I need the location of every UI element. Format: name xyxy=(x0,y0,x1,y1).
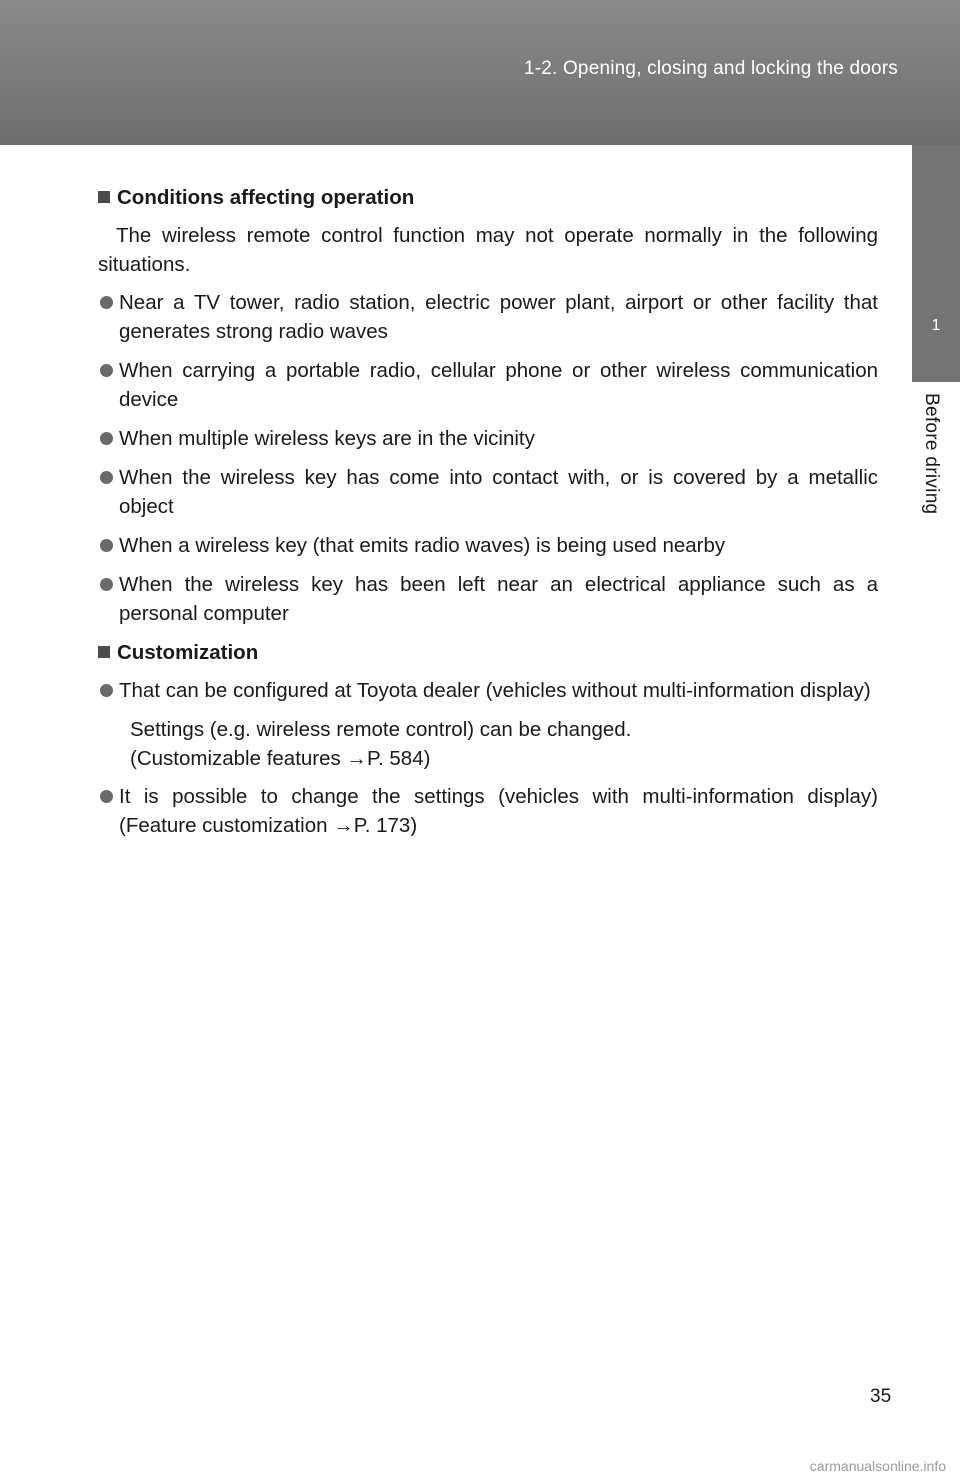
list-item-text: When the wireless key has come into contact with, or is covered by a metallic object xyxy=(119,466,878,518)
chapter-label: Before driving xyxy=(921,393,942,515)
list-item xyxy=(98,424,878,453)
settings-note xyxy=(130,715,878,773)
list-item xyxy=(98,676,878,705)
list-item-text: When carrying a portable radio, cellular phone or other wireless communication device xyxy=(119,359,878,411)
list-item-text: When a wireless key (that emits radio waves) is being used nearby xyxy=(119,534,726,557)
page-content xyxy=(98,183,878,850)
list-item-text: When multiple wireless keys are in the vicinity xyxy=(119,427,535,450)
round-bullet-icon xyxy=(100,539,113,552)
round-bullet-icon xyxy=(100,471,113,484)
list-item xyxy=(98,356,878,414)
heading-text: Conditions affecting operation xyxy=(117,186,415,209)
page-header xyxy=(0,0,960,145)
round-bullet-icon xyxy=(100,364,113,377)
round-bullet-icon xyxy=(100,790,113,803)
section-heading xyxy=(98,183,878,212)
round-bullet-icon xyxy=(100,684,113,697)
section-heading xyxy=(98,638,878,667)
settings-note-line: Settings (e.g. wireless remote control) can be changed. xyxy=(130,718,632,741)
list-item-text: That can be configured at Toyota dealer (vehicles without multi-information display) xyxy=(119,679,871,702)
list-item xyxy=(98,570,878,628)
cross-reference: (Customizable features →P. 584) xyxy=(130,747,431,770)
heading-text: Customization xyxy=(117,641,259,664)
section-title: 1-2. Opening, closing and locking the doors xyxy=(523,58,898,79)
list-item-text: When the wireless key has been left near an electrical appliance such as a personal computer xyxy=(119,573,878,625)
list-item xyxy=(98,531,878,560)
chapter-number: 1 xyxy=(931,317,941,334)
chapter-tab xyxy=(912,145,960,382)
list-item-text: Near a TV tower, radio station, electric power plant, airport or other facility that generates strong radio waves xyxy=(119,291,878,343)
list-item xyxy=(98,782,878,840)
intro-paragraph: The wireless remote control function may not operate normally in the following situations. xyxy=(98,224,878,276)
square-bullet-icon xyxy=(98,646,110,658)
round-bullet-icon xyxy=(100,578,113,591)
page-number: 35 xyxy=(870,1386,892,1407)
list-item-text: It is possible to change the settings (vehicles with multi-information display) (Feature customization →P. 173) xyxy=(119,785,878,837)
watermark: carmanualsonline.info xyxy=(809,1458,946,1474)
list-item xyxy=(98,288,878,346)
square-bullet-icon xyxy=(98,191,110,203)
list-item xyxy=(98,463,878,521)
round-bullet-icon xyxy=(100,432,113,445)
round-bullet-icon xyxy=(100,296,113,309)
